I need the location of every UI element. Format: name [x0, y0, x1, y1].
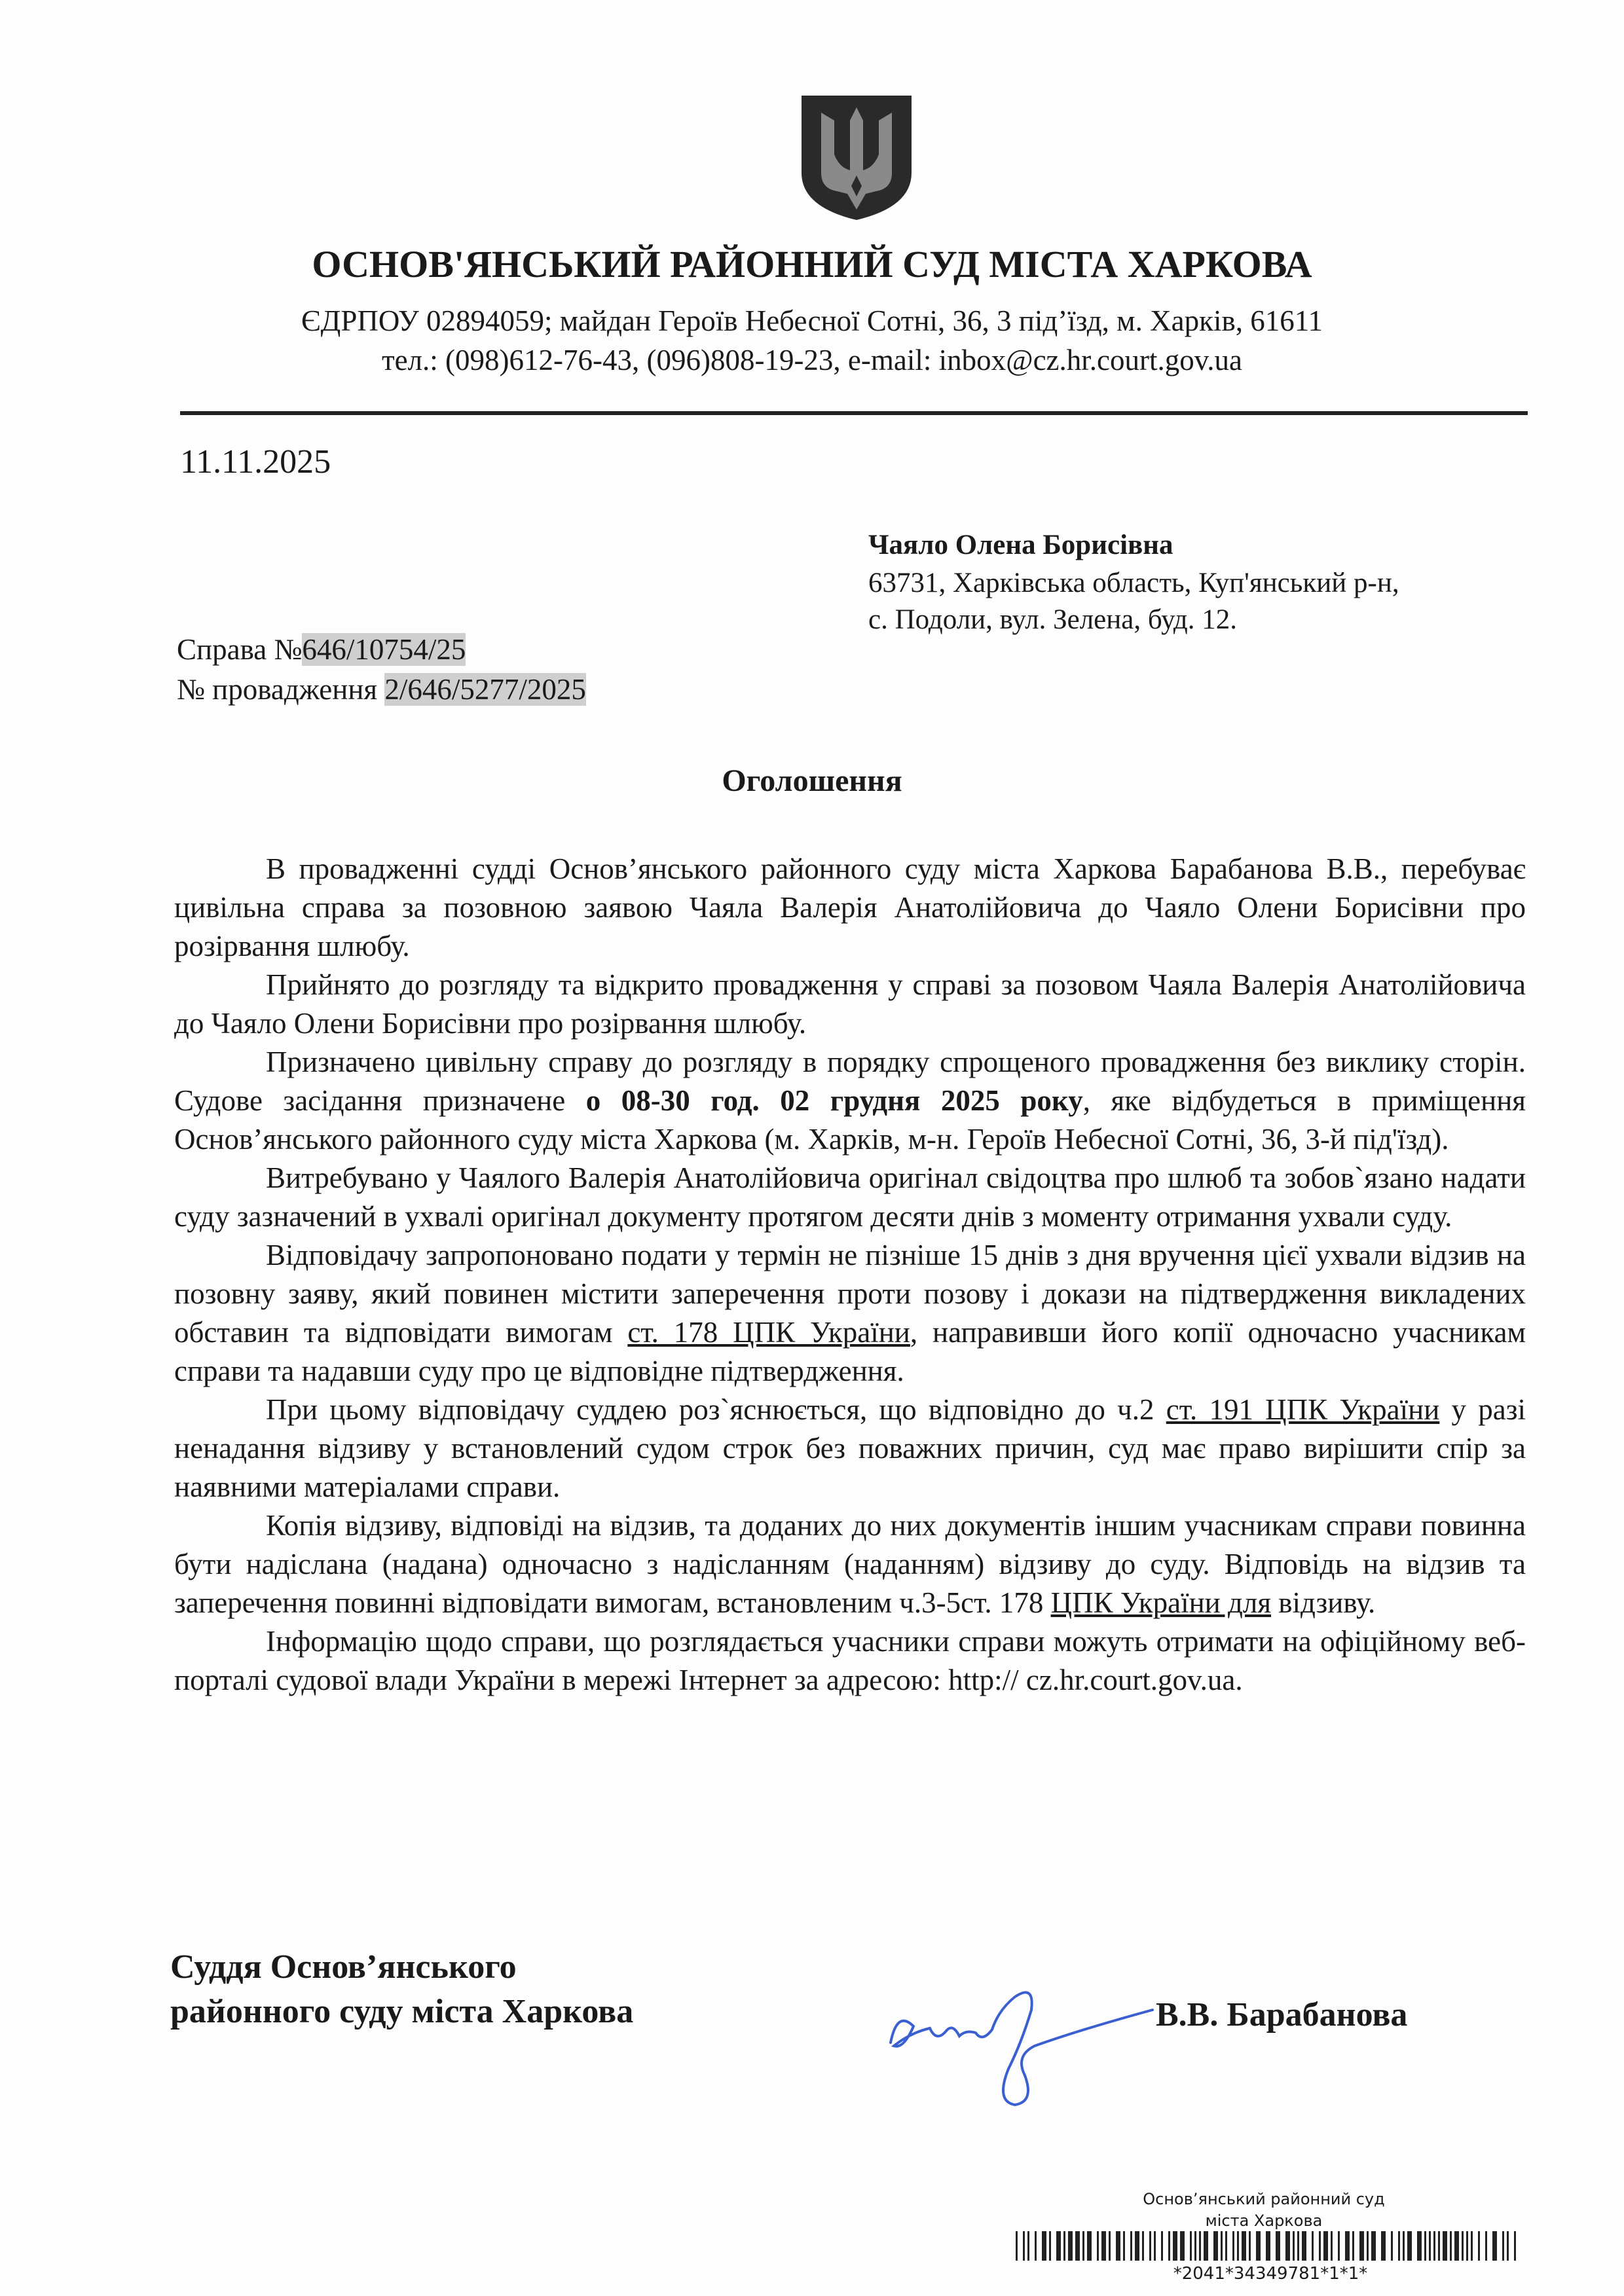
- barcode-bar: [1297, 2231, 1299, 2261]
- barcode-bar: [1049, 2231, 1051, 2261]
- barcode-bar: [1433, 2231, 1435, 2261]
- court-address: ЄДРПОУ 02894059; майдан Героїв Небесної Сотні, 36, 3 під’їзд, м. Харків, 61611: [301, 304, 1323, 337]
- barcode-bar: [1338, 2231, 1340, 2261]
- barcode-bar: [1225, 2231, 1227, 2261]
- barcode-bar: [1154, 2231, 1156, 2261]
- barcode-bar: [1161, 2231, 1163, 2261]
- barcode-bar: [1502, 2231, 1504, 2261]
- recipient-address-line2: с. Подоли, вул. Зелена, буд. 12.: [868, 604, 1238, 635]
- barcode-bar: [1237, 2231, 1239, 2261]
- barcode-bar: [1082, 2231, 1084, 2261]
- judge-position-line2: районного суду міста Харкова: [170, 1993, 634, 2030]
- header-divider: [180, 411, 1528, 415]
- barcode-bar: [1450, 2231, 1452, 2261]
- barcode-bar: [1016, 2231, 1018, 2261]
- barcode-bar: [1438, 2231, 1440, 2261]
- law-link-art-191[interactable]: ст. 191 ЦПК України: [1166, 1393, 1440, 1426]
- barcode-bar: [1135, 2231, 1139, 2261]
- case-number-value: 646/10754/25: [302, 633, 466, 666]
- barcode-bar: [1462, 2231, 1464, 2261]
- barcode-bar: [1097, 2231, 1099, 2261]
- barcode-bar: [1507, 2231, 1509, 2261]
- barcode-bar: [1123, 2231, 1125, 2261]
- handwritten-signature: [884, 1971, 1159, 2115]
- barcode-bar: [1323, 2231, 1328, 2261]
- proceeding-number: [177, 672, 586, 706]
- barcode-bar: [1149, 2231, 1151, 2261]
- paragraph-3-text-end: , яке відбудеться в приміщення Основ’янського районного суду міста Харкова (м. Харків, м-н. Героїв Небесної Сотні, 36, 3-й під'їзд).: [174, 1084, 1526, 1156]
- barcode-bar: [1331, 2231, 1333, 2261]
- barcode-bar: [1302, 2231, 1306, 2261]
- barcode-number: *2041*34349781*1*1*: [1173, 2264, 1368, 2284]
- law-link-cpc[interactable]: ЦПК України для: [1050, 1586, 1272, 1619]
- paragraph-5-text: Відповідачу запропоновано подати у термін не пізніше 15 днів з дня вручення цієї ухвали відзив на позовну заяву, який повинен містити заперечення проти позову і докази на підтвердження викладених обставин та відповідати вимогам: [174, 1239, 1526, 1349]
- barcode-bar: [1391, 2231, 1393, 2261]
- barcode-bar: [1514, 2231, 1516, 2261]
- barcode-label-line2: міста Харкова: [1205, 2212, 1323, 2230]
- barcode-bar: [1190, 2231, 1192, 2261]
- barcode-bar: [1101, 2231, 1106, 2261]
- barcode-bar: [1266, 2231, 1270, 2261]
- hearing-datetime: о 08-30 год. 02 грудня 2025 року: [585, 1084, 1083, 1117]
- barcode-bar: [1471, 2231, 1473, 2261]
- barcode-bar: [1429, 2231, 1431, 2261]
- recipient-name: Чаяло Олена Борисівна: [868, 530, 1173, 560]
- barcode-bar: [1116, 2231, 1120, 2261]
- barcode-bar: [1068, 2231, 1073, 2261]
- trident-emblem-icon: [797, 92, 916, 223]
- barcode-bar: [1142, 2231, 1144, 2261]
- court-contacts: тел.: (098)612-76-43, (096)808-19-23, e-mail: inbox@cz.hr.court.gov.ua: [381, 344, 1243, 376]
- barcode-bar: [1087, 2231, 1092, 2261]
- case-number: [177, 632, 466, 666]
- barcode-bar: [1199, 2231, 1201, 2261]
- barcode-bar: [1443, 2231, 1447, 2261]
- judge-name: В.В. Барабанова: [1156, 1996, 1408, 2033]
- court-name-title: ОСНОВ'ЯНСЬКИЙ РАЙОННИЙ СУД МІСТА ХАРКОВА: [312, 243, 1312, 285]
- barcode-bar: [1249, 2231, 1251, 2261]
- paragraph-8: Інформацію щодо справи, що розглядається учасники справи можуть отримати на офіційному веб-порталі судової влади України в мережі Інтернет за адресою: http:// cz.hr.court.gov.ua.: [174, 1625, 1526, 1696]
- barcode-bar: [1042, 2231, 1046, 2261]
- barcode-bar: [1035, 2231, 1037, 2261]
- barcode-bar: [1454, 2231, 1459, 2261]
- barcode-bar: [1194, 2231, 1196, 2261]
- paragraph-7-text-end: відзиву.: [1271, 1586, 1376, 1619]
- barcode-bar: [1232, 2231, 1234, 2261]
- barcode-bar: [1221, 2231, 1223, 2261]
- paragraph-2: Прийнято до розгляду та відкрито провадження у справі за позовом Чаяла Валерія Анатолійовича до Чаяло Олени Борисівни про розірвання шлюбу.: [174, 968, 1526, 1040]
- barcode-label-line1: Основ’янський районний суд: [1143, 2190, 1385, 2208]
- barcode-bar: [1367, 2231, 1369, 2261]
- barcode-bar: [1398, 2231, 1400, 2261]
- barcode-bar: [1180, 2231, 1185, 2261]
- barcode-bar: [1312, 2231, 1314, 2261]
- barcode-bar: [1130, 2231, 1132, 2261]
- paragraph-6-text: При цьому відповідачу суддею роз`яснюється, що відповідно до ч.2: [266, 1393, 1166, 1426]
- barcode-bar: [1371, 2231, 1376, 2261]
- barcode-bar: [1276, 2231, 1280, 2261]
- barcode-bar: [1381, 2231, 1386, 2261]
- paragraph-4: Витребувано у Чаялого Валерія Анатолійовича оригінал свідоцтва про шлюб та зобов`язано надати суду зазначений в ухвалі оригінал документу протягом десяти днів з моменту отримання ухвали суду.: [174, 1161, 1526, 1233]
- barcode-bar: [1417, 2231, 1422, 2261]
- paragraph-5-text-end: , направивши його копії одночасно учасникам справи та надавши суду про це відповідне підтвердження.: [174, 1316, 1526, 1387]
- barcode-bar: [1242, 2231, 1246, 2261]
- law-link-art-178[interactable]: ст. 178 ЦПК України: [627, 1316, 910, 1349]
- notice-body: [174, 850, 1526, 1700]
- barcode-bar: [1168, 2231, 1170, 2261]
- barcode-bar: [1056, 2231, 1061, 2261]
- proceeding-number-label: № провадження: [177, 673, 385, 706]
- barcode-bar: [1345, 2231, 1350, 2261]
- paragraph-7: [174, 1506, 1526, 1622]
- barcode-bar: [1359, 2231, 1364, 2261]
- paragraph-6-text-end: у разі ненадання відзиву у встановлений судом строк без поважних причин, суд має право вирішити спір за наявними матеріалами справи.: [174, 1393, 1526, 1503]
- barcode-bar: [1204, 2231, 1208, 2261]
- barcode-bar: [1424, 2231, 1426, 2261]
- barcode-bar: [1109, 2231, 1111, 2261]
- paragraph-6: [174, 1391, 1526, 1506]
- barcode-bar: [1407, 2231, 1412, 2261]
- notice-heading: Оголошення: [722, 763, 902, 798]
- barcode-bar: [1352, 2231, 1354, 2261]
- barcode-bar: [1285, 2231, 1290, 2261]
- barcode-bar: [1485, 2231, 1487, 2261]
- case-number-label: Справа №: [177, 633, 303, 666]
- recipient-address-line1: 63731, Харківська область, Куп'янський р-н,: [868, 568, 1399, 598]
- barcode-bar: [1063, 2231, 1065, 2261]
- barcode-bar: [1466, 2231, 1468, 2261]
- judge-position-line1: Суддя Основ’янського: [170, 1948, 517, 1986]
- barcode-bar: [1403, 2231, 1405, 2261]
- barcode-bar: [1293, 2231, 1295, 2261]
- barcode-bar: [1075, 2231, 1080, 2261]
- barcode-bar: [1319, 2231, 1321, 2261]
- paragraph-7-text: Копія відзиву, відповіді на відзив, та доданих до них документів іншим учасникам справи повинна бути надіслана (надана) одночасно з надісланням (наданням) відзиву до суду. Відповідь на відзив та заперечення повинні відповідати вимогам, встановленим ч.3-5ст. 178: [174, 1509, 1526, 1619]
- barcode-bar: [1213, 2231, 1218, 2261]
- barcode-image: [1016, 2231, 1521, 2261]
- paragraph-5: [174, 1236, 1526, 1391]
- paragraph-3: [174, 1043, 1526, 1159]
- paragraph-3-text: Призначено цивільну справу до розгляду в порядку спрощеного провадження без виклику сторін. Судове засідання призначене: [174, 1046, 1526, 1117]
- proceeding-number-value: 2/646/5277/2025: [384, 673, 586, 706]
- barcode-bar: [1027, 2231, 1029, 2261]
- barcode-bar: [1256, 2231, 1261, 2261]
- barcode-bar: [1492, 2231, 1497, 2261]
- document-date: 11.11.2025: [180, 443, 331, 481]
- paragraph-1: В провадженні судді Основ’янського районного суду міста Харкова Барабанова В.В., перебуває цивільна справа за позовною заявою Чаяла Валерія Анатолійовича до Чаяло Олени Борисівни про розірвання шлюбу.: [174, 852, 1526, 962]
- barcode-bar: [1478, 2231, 1480, 2261]
- barcode-bar: [1173, 2231, 1177, 2261]
- barcode-bar: [1023, 2231, 1025, 2261]
